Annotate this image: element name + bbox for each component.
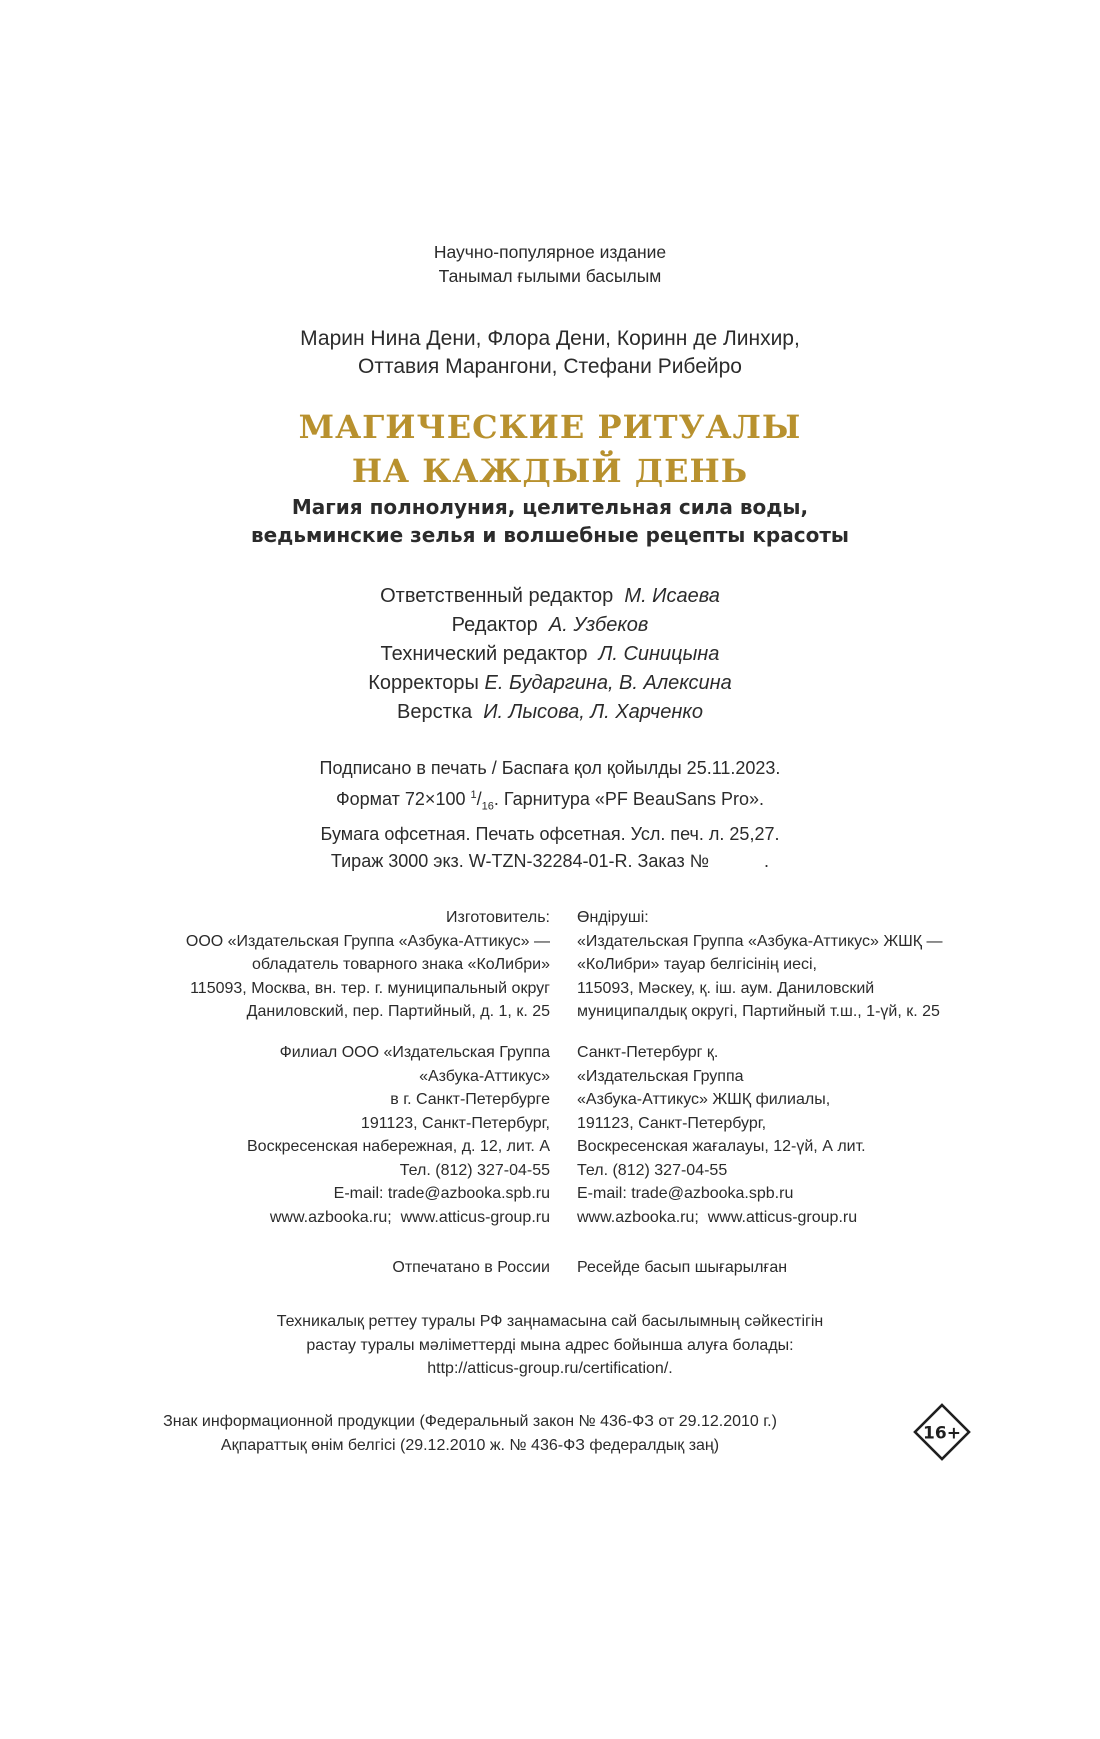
book-subtitle-line-1: Магия полнолуния, целительная сила воды, <box>291 495 809 519</box>
authors-line-2: Оттавия Марангони, Стефани Рибейро <box>358 355 742 378</box>
printed-in-kz <box>577 1256 787 1280</box>
manufacturer-kz <box>577 906 943 1024</box>
format-denominator: 16 <box>481 800 494 813</box>
age-rating-badge <box>913 1403 971 1461</box>
branch-ru-line: Воскресенская набережная, д. 12, лит. А <box>247 1138 550 1155</box>
age-rating-info-ru: Знак информационной продукции (Федеральный закон № 436-ФЗ от 29.12.2010 г.) <box>163 1413 777 1430</box>
credit-role: Технический редактор <box>380 643 588 665</box>
age-rating-info <box>0 1410 940 1457</box>
book-subtitle <box>0 493 1100 549</box>
edition-type-kz: Танымал ғылыми басылым <box>438 266 662 286</box>
manufacturer-ru-line: ООО «Издательская Группа «Азбука-Аттикус» — <box>185 932 550 950</box>
branch-kz-line: «Азбука-Аттикус» ЖШҚ филиалы, <box>577 1091 831 1108</box>
edition-type <box>0 240 1100 288</box>
branch-kz-phone: Тел. (812) 327-04-55 <box>577 1161 728 1179</box>
manufacturer-kz-line: «Издательская Группа «Азбука-Аттикус» ЖШҚ — <box>577 932 943 950</box>
branch-ru-line: 191123, Санкт-Петербург, <box>360 1114 550 1132</box>
book-subtitle-line-2: ведьминские зелья и волшебные рецепты красоты <box>250 523 850 547</box>
manufacturer-kz-line: Өндіруші: <box>577 909 649 926</box>
manufacturer-kz-line: муниципалдық округі, Партийный т.ш., 1-үй, к. 25 <box>577 1003 940 1020</box>
imprint-run: Тираж 3000 экз. W-TZN-32284-01-R. Заказ № . <box>330 850 770 871</box>
manufacturer-ru-line: Даниловский, пер. Партийный, д. 1, к. 25 <box>246 1003 550 1020</box>
edition-type-ru: Научно-популярное издание <box>433 242 667 262</box>
authors-line-1: Марин Нина Дени, Флора Дени, Коринн де Линхир, <box>300 327 800 350</box>
credit-role: Редактор <box>451 614 538 636</box>
credit-name: И. Лысова, Л. Харченко <box>483 701 703 723</box>
format-size: Формат 72×100 <box>335 789 466 809</box>
manufacturer-ru-line: Изготовитель: <box>446 909 550 926</box>
credit-layout <box>0 698 1100 727</box>
branch-ru-line: Филиал ООО «Издательская Группа <box>279 1044 550 1061</box>
branch-kz-line: «Издательская Группа <box>577 1067 744 1085</box>
credit-name: А. Узбеков <box>548 614 649 636</box>
manufacturer-kz-line: 115093, Мәскеу, қ. іш. аум. Даниловский <box>577 979 875 997</box>
imprint-format: Формат 72×100 $^1/_{16}$. Гарнитура «PF BeauSans Pro». <box>335 789 765 813</box>
branch-ru-email: E-mail: trade@azbooka.spb.ru <box>333 1185 550 1202</box>
branch-kz-line: Санкт-Петербург қ. <box>577 1044 719 1061</box>
certification-line-2: растау туралы мәліметтерді мына адрес бойынша алуға болады: <box>306 1336 794 1354</box>
format-typeface: . Гарнитура «PF BeauSans Pro». <box>493 789 765 809</box>
manufacturer-kz-line: «КоЛибри» тауар белгісінің иесі, <box>577 956 817 973</box>
age-rating-info-kz: Ақпараттық өнім белгісі (29.12.2010 ж. № 436-ФЗ федералдық заң) <box>220 1436 720 1454</box>
printed-in-ru-text: Отпечатано в России <box>392 1259 550 1276</box>
manufacturer-ru <box>186 906 550 1024</box>
certification-note <box>0 1310 1100 1381</box>
branch-ru-line: в г. Санкт-Петербурге <box>390 1091 550 1108</box>
imprint-details <box>0 755 1100 875</box>
age-rating-label: 16+ <box>923 1423 961 1444</box>
credit-editor <box>0 611 1100 640</box>
credit-role: Корректоры <box>368 672 479 694</box>
age-rating-diamond-icon <box>913 1403 971 1461</box>
certification-url: http://atticus-group.ru/certification/. <box>427 1360 673 1377</box>
imprint-signed: Подписано в печать / Баспаға қол қойылды 25.11.2023. <box>319 758 781 778</box>
certification-line-1: Техникалық реттеу туралы РФ заңнамасына сай басылымның сәйкестігін <box>276 1313 824 1330</box>
printed-in-kz-text: Ресейде басып шығарылған <box>577 1259 788 1276</box>
credit-technical-editor <box>0 640 1100 669</box>
editorial-credits <box>0 582 1100 727</box>
branch-kz <box>577 1041 866 1229</box>
branch-ru <box>247 1041 550 1229</box>
credit-name: М. Исаева <box>624 585 720 607</box>
branch-kz-websites: www.azbooka.ru; www.atticus-group.ru <box>577 1208 858 1226</box>
authors <box>0 325 1100 381</box>
book-title-line-1: МАГИЧЕСКИЕ РИТУАЛЫ <box>298 408 802 446</box>
imprint-paper: Бумага офсетная. Печать офсетная. Усл. печ. л. 25,27. <box>320 823 780 844</box>
book-title-line-2: НА КАЖДЫЙ ДЕНЬ <box>351 452 749 490</box>
credit-name: Е. Бударгина, В. Алексина <box>484 672 732 694</box>
credit-name: Л. Синицына <box>598 643 720 665</box>
manufacturer-ru-line: обладатель товарного знака «КоЛибри» <box>251 956 550 973</box>
branch-ru-phone: Тел. (812) 327-04-55 <box>399 1161 550 1179</box>
credit-role: Верстка <box>397 701 473 723</box>
branch-ru-line: «Азбука-Аттикус» <box>419 1067 550 1085</box>
book-title <box>0 405 1100 493</box>
credit-responsible-editor <box>0 582 1100 611</box>
format-numerator: 1 <box>470 789 477 801</box>
branch-kz-line: 191123, Санкт-Петербург, <box>577 1114 767 1132</box>
manufacturer-ru-line: 115093, Москва, вн. тер. г. муниципальный округ <box>190 979 550 997</box>
credit-proofreaders <box>0 669 1100 698</box>
branch-kz-email: E-mail: trade@azbooka.spb.ru <box>577 1185 794 1202</box>
printed-in-ru <box>392 1256 550 1280</box>
credit-role: Ответственный редактор <box>380 585 614 607</box>
branch-ru-websites: www.azbooka.ru; www.atticus-group.ru <box>269 1208 550 1226</box>
branch-kz-line: Воскресенская жағалауы, 12-үй, А лит. <box>577 1138 866 1155</box>
